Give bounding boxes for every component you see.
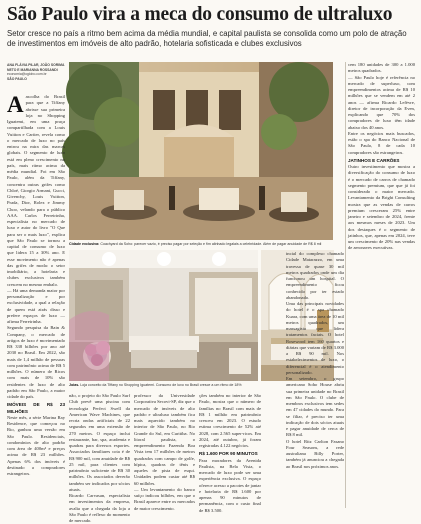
article-subhead: Setor cresce no país a ritmo bem acima da média mundial, e capital paulista se consolida como um polo de atração de investimentos em imóveis de alto padrão, hotelaria sofisticada e clubes exclusivos: [7, 29, 407, 48]
article-headline: São Paulo vira a meca do consumo de ultraluxo: [7, 4, 393, 25]
column-6-paragraph-2: — São Paulo hoje é referência no mercado de superluxo, com empreendimentos acima de R$ 10 milhões que se vendem em até 2 anos — afirma Ricardo Lefèvre, diretor de incorporação da Even, explicando que 70% dos compradores de luxo têm idade abaixo dos 40 anos.: [348, 74, 415, 130]
byline: [7, 63, 67, 81]
column-3-paragraph-1: professor da Universidade Corporativa Secovi-SP, diz que o mercado de imóveis de alto padrão e ultraluxo também fica mais aquecido também no interior de São Paulo, no Rio Grande do Sul, em Curitiba. No litoral paulista, o empreendimento Fazenda Boa Vista tem 17 milhões de metros quadrados com campo de golfe, hípica, quadras de tênis e aqueles de pista de esqui. Unidades podem custar até R$ 60 milhões.: [134, 393, 195, 486]
photo-2-caption-label: Joias.: [69, 383, 80, 387]
column-1-paragraph-1: ascolha do Brasil para que a Tiffany abrisse sua primeira loja no Shopping Iguatemi, em uma praça compartilhada com a Louis Vuitton e Cartier, revela como o mercado de luxo no país entrou na mira das marcas globais. O segmento de luxo está em pleno crescimento no país, mais ritmo acima da média mundial. Foi em São Paulo, além da Tiffany, concentra outras grifes como Chloé, Giorgio Armani, Gucci, Givenchy, Louis Vuitton, Prada, Dior, Rolex e Jimmy Choo, velando para o público AAA. Carlos Ferreirinha, especialista no mercado de luxo e autor do livro "O Que para ser o mais luxo", explica que São Paulo se tornou a capital de consumo de luxo que lidera 15 a 30% ano. E esse movimento não é apenas das grifes de moda: o setor imobiliário, a hotelaria e clubes exclusivos também crescem no mesmo embalo.: [7, 94, 65, 287]
photo-1-caption-label: Cidade exclusiva:: [69, 242, 100, 246]
column-1: [7, 94, 65, 504]
column-5-paragraph-1: incial do complexo chamado Cidade Matarazzo, em uma travessa de quase 30 mil metros quadrados onde um dia funcionou um hospital. O empreendimento ficou conhecido por ter estado abandonado.: [286, 251, 344, 300]
column-6-paragraph-1: cem 180 unidades de 300 a 1.000 metros quadrados.: [348, 62, 415, 74]
column-1-paragraph-3: Segundo pesquisa da Bain & Company, o mercado de artigos de luxo é movimentado R$ 338 bilhões por ano até 2030 no Brasil. Em 2022, são mais de 1,4 milhão de pessoas com patrimônio acima de R$ 5 milhões. O número de Ricos com mais de 10% são residentes de luxo de alto padrão em São Paulo, a maior cidade do país.: [7, 325, 65, 399]
column-2: [69, 393, 130, 523]
section-heading-r-1600: R$ 1.600 POR 90 MINUTOS: [199, 451, 258, 457]
courtyard-illustration: [69, 62, 333, 240]
column-1-paragraph-4: Neste mês, a série Marina Ray Residence, que começou no Rio, ganhou uma versão em São Paulo. Residenciais, condomínios de alto padrão com área de 400m² e preços acima de R$ 23 milhões. Apenas 6% dos imóveis é destinado a compradores estrangeiros.: [7, 414, 65, 476]
column-6-paragraph-3: Entre os negócios mais buscados, estão o spa do Banco Nacional de São Paulo, 8 de cada 10 compradores são estrangeiros.: [348, 130, 415, 155]
byline-location: SÃO PAULO: [7, 76, 27, 81]
byline-authors: ANA FLÁVIA PILAR, JOÃO SORIMA NETO E MARIANNA ROSSANDI: [7, 63, 65, 72]
section-heading-imoveis: IMÓVEIS DE R$ 23 MILHÕES: [7, 402, 65, 414]
column-4-paragraph-2: Para moradores da Avenida Paulista, na Bela Vista, o mercado de luxo pode ser uma experiência exclusiva. O espaço oferece acesso a pacotes de jantar e hotelaria de R$ 1.600 por apenas 90 minutos de permanência, com o custo final de R$ 3.500.: [199, 457, 261, 513]
column-3-paragraph-2: — Um levantamento do banco suíço indicou bilhões, em que o Brasil aparece entre os mercados de maior crescimento.: [134, 486, 195, 511]
column-2-paragraph-2: Ricardo Carvasan, especialista em investimentos da empresa, avalia que a chegada da loja a São Paulo é reflexo do momento de mercado.: [69, 493, 130, 523]
photo-2-caption-text: Loja conceito da Tiffany no Shopping Iguatemi. Consumo de luxo no Brasil cresce a um ritmo de 18%: [80, 383, 242, 387]
column-5-paragraph-2: Uma das principais novidades do hotel é o spa chamado Kuara, com uma área de 10 mil metros quadrados, um massagista que lidera tratamentos faciais. O hotel Rosewood tem 160 quartos e diárias que variam de R$ 3.000 a R$ 90 mil. Nos estabelecimentos de luxo, o diferencial é o atendimento personalizado.: [286, 301, 344, 375]
column-1-paragraph-2: — Há uma demanda maior por personalização e por exclusividade, a qual a relação de quem está atrás disso e prefere espaços de luxo — afirma Ferreirinha.: [7, 287, 65, 324]
column-5-paragraph-4: O hotel Ritz Carlton Fasano Four Seasons, a rede australiana Billy Porter, também já anunciou a chegada ao Brasil nos próximos anos.: [286, 438, 344, 469]
section-heading-jatinhos: JATINHOS E CARRÕES: [348, 157, 400, 163]
column-4-paragraph-1: ções também no interior de São Paulo, mostra que o número de famílias no Brasil com mais de R$ 1 milhão em patrimônio cresceu em 2023. O estudo estima crescimento de 52% até 2028, com 2.565 super-ricos. Em 2024, até outubro, já foram registradas 4.122 negócios.: [199, 393, 261, 448]
column-6-paragraph-4: Outro investimento que mostra a diversificação do consumo de luxo é o mercado de carros de chamado segmento premium, que que já foi considerado o maior mercado. Levantamento da Bright Consulting mostra que as vendas de carros premium cresceram 25% entre janeiro e setembro de 2024, frente aos mesmos meses de 2023. Um dos destaques é o segmento de jatinhos, que, apenas em 2024, teve um crescimento de 20% nas vendas de aeronaves executivas.: [348, 164, 415, 251]
store-illustration: [69, 250, 258, 381]
dropcap: A: [7, 92, 24, 117]
photo-1-caption-text: Coachyard da Soho: parecer vazio, é preciso pagar por seleção e fim alinhado legalais a celebridade. Além de pagar anuidade de R$ 8 mil: [100, 242, 322, 246]
column-4: [199, 393, 261, 513]
column-5-visible: [286, 251, 344, 508]
byline-email: economia@oglobo.com.br: [7, 72, 47, 77]
column-3: [134, 393, 195, 511]
column-6: [348, 62, 415, 508]
column-2-paragraph-1: não, o projeto do São Paulo Surf Club prevê uma piscina com tecnologia Perfect Swell da American Wave Machines, que recria ondas artificiais de 22 segundos em uma extensão de 270 metros. O espaço inclui restaurante, bar, spa, academia e quadras para diversos esportes. Associados familiares cota é de R$ 900 mil, com anuidade de R$ 25 mil, para clientes com patrimônio suficiente de R$ 30 milhões. Os associados deverão também ser indicados por sócios atuais.: [69, 393, 130, 492]
photo-tiffany-store: [69, 250, 258, 381]
photo-2-caption: [69, 383, 299, 388]
column-5-paragraph-3: Em setembro, o grupo americano Soho House abriu sua primeira unidade no Brasil em São Paulo. O clube de membros exclusivos tem sedes em 47 cidades do mundo. Para se filiar, é preciso ter uma indicação de dois sócios atuais e pagar anuidade de cerca de R$ 8 mil.: [286, 376, 344, 438]
photo-club-courtyard: [69, 62, 333, 240]
column-divider: [345, 62, 346, 508]
